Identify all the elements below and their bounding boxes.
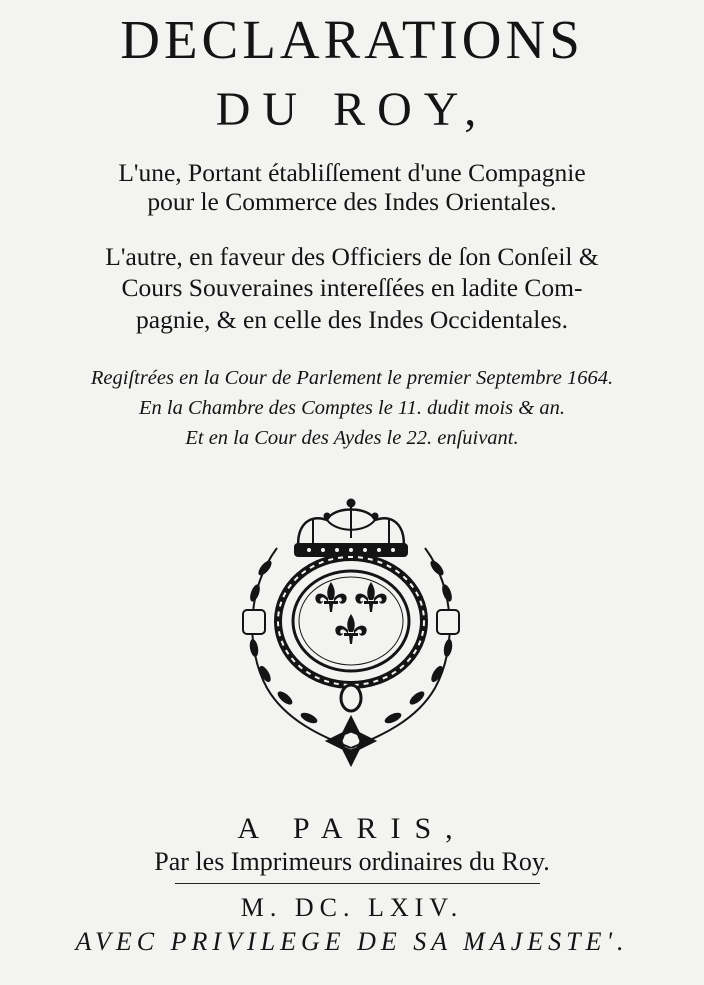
imprint-city: A PARIS, bbox=[237, 812, 467, 845]
description-second-line-2: Cours Souveraines intereſſées en ladite Com- bbox=[121, 273, 583, 302]
registration-line-1: Regiſtrées en la Cour de Parlement le premier Septembre 1664. bbox=[90, 367, 614, 389]
imprint-printer: Par les Imprimeurs ordinaires du Roy. bbox=[154, 847, 550, 876]
title-line-2: DU ROY, bbox=[215, 83, 489, 136]
description-second-line-1: L'autre, en faveur des Officiers de ſon Conſeil & bbox=[105, 242, 599, 271]
description-second-line-3: pagnie, & en celle des Indes Occidentales. bbox=[136, 305, 568, 334]
divider-rule bbox=[175, 883, 540, 884]
imprint-year: M. DC. LXIV. bbox=[240, 893, 464, 922]
royal-arms-fleur-de-lis-icon bbox=[237, 498, 465, 773]
imprint-privilege: AVEC PRIVILEGE DE SA MAJESTE'. bbox=[75, 927, 629, 956]
registration-line-3: Et en la Cour des Aydes le 22. enſuivant. bbox=[185, 427, 519, 449]
registration-line-2: En la Chambre des Comptes le 11. dudit mois & an. bbox=[139, 397, 565, 419]
title-line-1: DECLARATIONS bbox=[120, 9, 584, 70]
description-first-line-1: L'une, Portant établiſſement d'une Compagnie bbox=[118, 158, 586, 187]
description-first-line-2: pour le Commerce des Indes Orientales. bbox=[147, 187, 557, 216]
